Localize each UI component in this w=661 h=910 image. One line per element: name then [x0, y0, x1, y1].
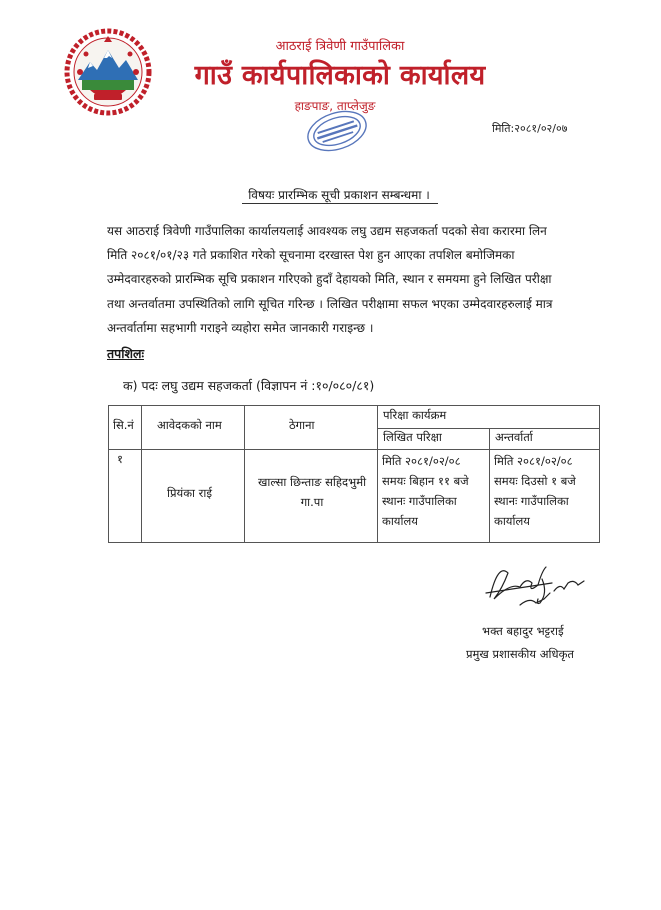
header-interview: अन्तर्वार्ता [495, 430, 533, 444]
body-line: मिति २०८१/०१/२३ गते प्रकाशित गरेको सूचनामा दरखास्त पेश हुन आएका तपशिल बमोजिमका [107, 248, 515, 263]
exam-detail: समयः बिहान ११ बजे [382, 474, 469, 488]
interview-detail: स्थानः गाउँपालिका [494, 494, 569, 508]
row-interview [494, 451, 598, 531]
exam-detail: स्थानः गाउँपालिका [382, 494, 457, 508]
row-sn: १ [117, 452, 123, 466]
body-line: अन्तर्वार्तामा सहभागी गराइने व्यहोरा समेत जानकारी गराइन्छ । [107, 320, 374, 335]
subject-underline [242, 203, 438, 204]
table-divider [377, 428, 599, 429]
address-line: खाल्सा छिन्ताङ सहिदभुमी [257, 475, 367, 489]
header-sn: सि.नं [113, 418, 134, 432]
interview-detail: समयः दिउसो १ बजे [494, 474, 576, 488]
address-line: गा.पा [300, 495, 324, 509]
interview-detail: कार्यालय [494, 514, 530, 528]
post-title: क) पदः लघु उद्यम सहजकर्ता (विज्ञापन नं :१०/०८०/८१) [123, 378, 375, 393]
table-divider [141, 406, 142, 542]
office-stamp-icon [300, 102, 374, 160]
header-address: ठेगाना [289, 418, 315, 432]
handwritten-signature [480, 553, 590, 615]
body-line: यस आठराई त्रिवेणी गाउँपालिका कार्यालयलाई आवश्यक लघु उद्यम सहजकर्ता पदको सेवा करारमा लिन [107, 224, 547, 238]
municipality-name: आठराई त्रिवेणी गाउँपालिका [275, 39, 405, 54]
details-heading: तपशिलः [107, 346, 144, 361]
exam-detail: कार्यालय [382, 514, 418, 528]
table-divider [244, 406, 245, 542]
body-line: तथा अन्तर्वातमा उपस्थितिको लागि सूचित गरिन्छ । लिखित परीक्षामा सफल भएका उम्मेदवारहरुलाई मात्र [107, 296, 553, 311]
subject-line: विषयः प्रारम्भिक सूची प्रकाशन सम्बन्धमा । [248, 188, 430, 202]
signatory-name: भक्त बहादुर भट्टराई [482, 624, 564, 638]
signatory-designation: प्रमुख प्रशासकीय अधिकृत [466, 647, 574, 661]
table-divider [489, 428, 490, 542]
header-written-exam: लिखित परिक्षा [383, 430, 442, 444]
letter-date: मिति:२०८१/०२/०७ [492, 122, 568, 135]
office-title: गाउँ कार्यपालिकाको कार्यालय [194, 60, 486, 91]
body-line: उम्मेदवारहरुको प्रारम्भिक सूचि प्रकाशन गरिएको हुदाँ देहायको मिति, स्थान र समयमा हुने लिखित परीक्षा [107, 272, 552, 287]
table-divider [377, 406, 378, 542]
table-divider [109, 449, 599, 450]
candidate-table [108, 405, 600, 543]
office-address: हाङपाङ, ताप्लेजुङ [294, 99, 376, 113]
exam-detail: मिति २०८१/०२/०८ [382, 454, 461, 468]
interview-detail: मिति २०८१/०२/०८ [494, 454, 573, 468]
row-address [249, 472, 375, 512]
row-applicant-name: प्रियंका राई [167, 486, 212, 500]
header-exam-program: परिक्षा कार्यक्रम [383, 408, 447, 422]
nepal-emblem-icon [64, 28, 152, 116]
row-written-exam [382, 451, 488, 531]
header-applicant-name: आवेदकको नाम [157, 418, 222, 432]
notice-body [107, 219, 603, 340]
